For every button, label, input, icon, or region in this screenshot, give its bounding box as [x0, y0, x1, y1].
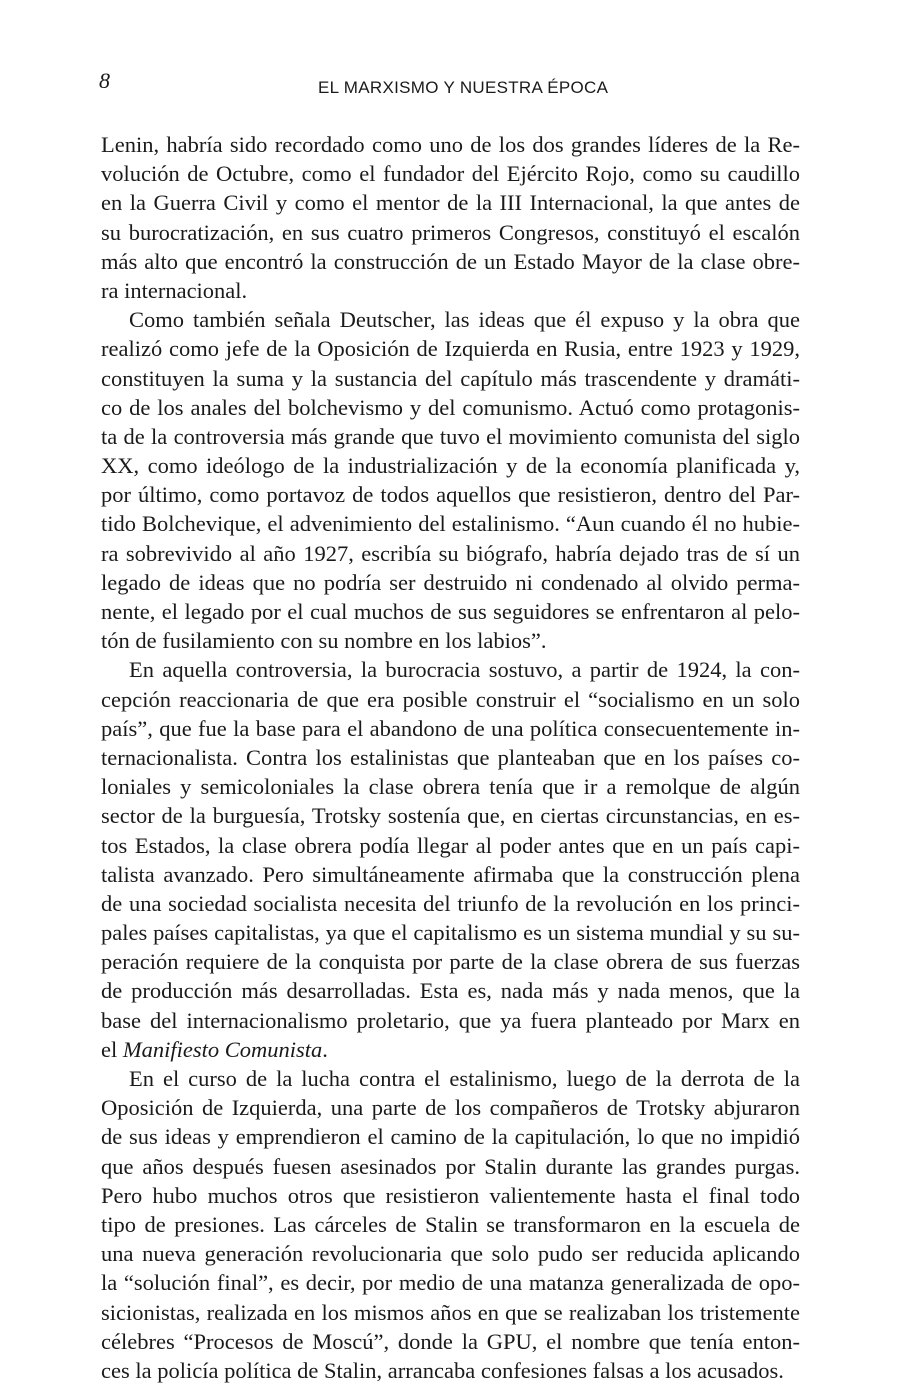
text-line: Lenin, habría sido recordado como uno de los dos grandes líderes de la Re- [101, 132, 800, 157]
text-line: en la Guerra Civil y como el mentor de la III Internacional, la que antes de [101, 190, 800, 216]
paragraph-2 [101, 305, 800, 655]
paragraph-3 [101, 655, 800, 1064]
text-line: peración requiere de la conquista por parte de la clase obrera de sus fuerzas [101, 949, 800, 975]
text-line: tipo de presiones. Las cárceles de Stalin se transformaron en la escuela de [101, 1211, 800, 1237]
text-line: que años después fuesen asesinados por Stalin durante las grandes purgas. [101, 1153, 800, 1179]
text-line: por último, como portavoz de todos aquellos que resistieron, dentro del Par- [101, 482, 800, 508]
text-line: tos Estados, la clase obrera podía llegar al poder antes que en un país capi- [101, 832, 800, 858]
text-line: En aquella controversia, la burocracia sostuvo, a partir de 1924, la con- [129, 657, 800, 683]
text-line: base del internacionalismo proletario, que ya fuera planteado por Marx en [101, 1007, 800, 1033]
text-line: ta de la controversia más grande que tuvo el movimiento comunista del siglo [101, 423, 800, 449]
text-line: talista avanzado. Pero simultáneamente afirmaba que la construcción plena [101, 861, 800, 887]
text-line: ra sobrevivido al año 1927, escribía su biógrafo, habría dejado tras de sí un [101, 540, 800, 566]
text-line: de producción más desarrolladas. Esta es, nada más y nada menos, que la [101, 978, 800, 1004]
text-line-lead: el [101, 1036, 123, 1062]
text-line: nente, el legado por el cual muchos de sus seguidores se enfrentaron al pelo- [101, 599, 800, 624]
text-line: tido Bolchevique, el advenimiento del estalinismo. “Aun cuando él no hubie- [101, 511, 800, 537]
text-line: co de los anales del bolchevismo y del comunismo. Actuó como protagonis- [101, 394, 800, 420]
text-line: ces la policía política de Stalin, arrancaba confesiones falsas a los acusados. [101, 1357, 784, 1383]
text-line: célebres “Procesos de Moscú”, donde la GPU, el nombre que tenía enton- [101, 1328, 800, 1354]
text-line: constituyen la suma y la sustancia del capítulo más trascendente y dramáti- [101, 365, 800, 391]
text-line: tón de fusilamiento con su nombre en los labios”. [101, 628, 547, 654]
body-text [101, 130, 800, 1385]
paragraph-1 [101, 130, 800, 305]
text-line: más alto que encontró la construcción de un Estado Mayor de la clase obre- [101, 248, 800, 274]
text-line: cepción reaccionaria de que era posible construir el “socialismo en un solo [101, 686, 800, 712]
text-line: loniales y semicoloniales la clase obrera tenía que ir a remolque de algún [101, 774, 800, 800]
text-line: volución de Octubre, como el fundador del Ejército Rojo, como su caudillo [101, 161, 800, 187]
text-line: En el curso de la lucha contra el estalinismo, luego de la derrota de la [129, 1066, 800, 1091]
text-line: Como también señala Deutscher, las ideas que él expuso y la obra que [129, 307, 800, 333]
text-line: ternacionalista. Contra los estalinistas que planteaban que en los países co- [101, 744, 800, 770]
page-number: 8 [99, 68, 110, 93]
text-line: legado de ideas que no podría ser destruido ni condenado al olvido perma- [101, 569, 800, 595]
text-line: Oposición de Izquierda, una parte de los compañeros de Trotsky abjuraron [101, 1095, 800, 1121]
text-line: sicionistas, realizada en los mismos años en que se realizaban los tristemente [101, 1299, 800, 1325]
text-line: de sus ideas y emprendieron el camino de la capitulación, lo que no impidió [101, 1124, 800, 1150]
book-title: Manifiesto Comunista [122, 1036, 323, 1062]
text-line: su burocratización, en sus cuatro primeros Congresos, constituyó el escalón [101, 219, 800, 245]
text-line: la “solución final”, es decir, por medio de una matanza generalizada de opo- [101, 1270, 800, 1296]
text-line: de una sociedad socialista necesita del triunfo de la revolución en los princi- [101, 890, 800, 916]
text-line: país”, que fue la base para el abandono de una política consecuentemente in- [101, 715, 800, 741]
text-line: realizó como jefe de la Oposición de Izquierda en Rusia, entre 1923 y 1929, [101, 336, 800, 362]
text-line: pales países capitalistas, ya que el capitalismo es un sistema mundial y su su- [101, 920, 800, 946]
text-line: una nueva generación revolucionaria que solo pudo ser reducida aplicando [101, 1241, 800, 1267]
text-line-with-book-title [101, 1035, 800, 1064]
text-line: Pero hubo muchos otros que resistieron valientemente hasta el final todo [101, 1182, 800, 1208]
text-line: ra internacional. [101, 277, 248, 303]
text-line: sector de la burguesía, Trotsky sostenía que, en ciertas circunstancias, en es- [101, 803, 800, 829]
text-line: XX, como ideólogo de la industrialización y de la economía planificada y, [101, 453, 800, 479]
running-head-title: EL MARXISMO Y NUESTRA ÉPOCA [318, 78, 609, 97]
paragraph-4 [101, 1064, 800, 1385]
text-line-end: . [322, 1036, 328, 1062]
